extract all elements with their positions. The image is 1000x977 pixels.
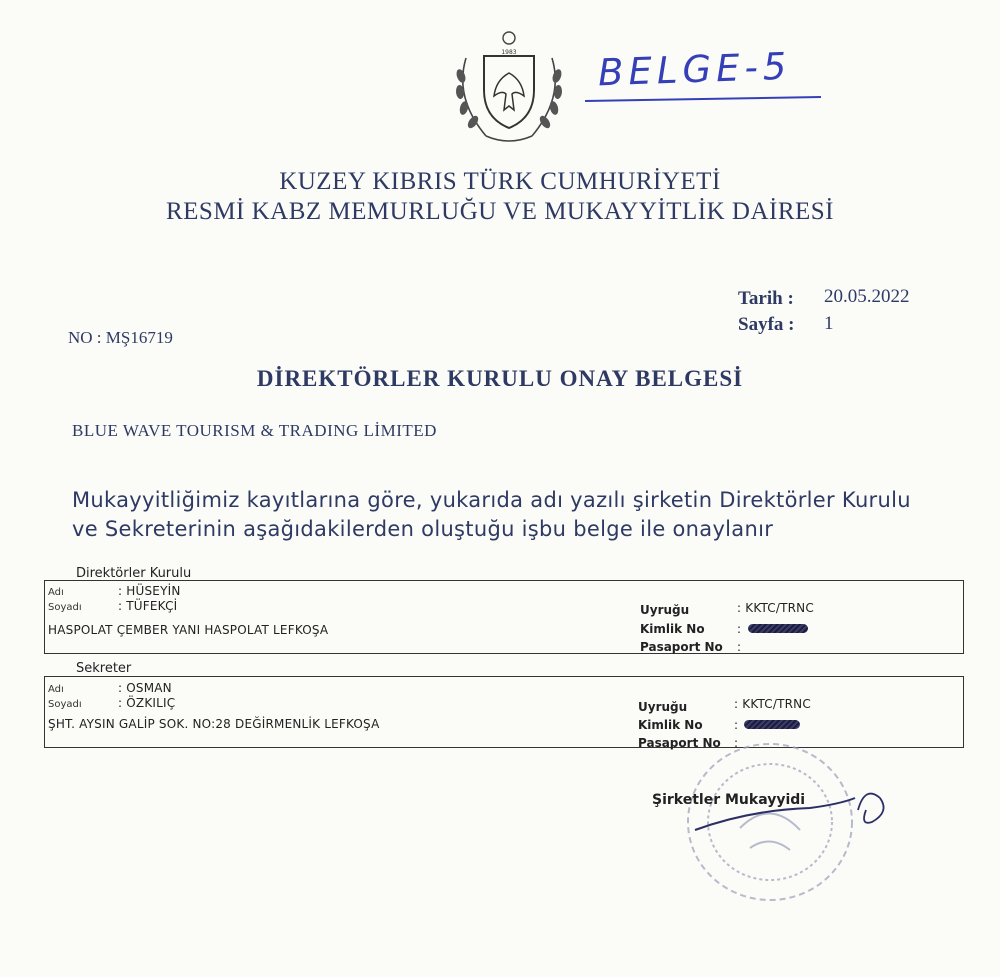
secretary-nationality: : KKTC/TRNC: [734, 697, 811, 711]
secretary-address: ŞHT. AYSIN GALİP SOK. NO:28 DEĞİRMENLİK LEFKOŞA: [48, 717, 380, 731]
handwritten-note: BELGE-5: [597, 44, 793, 95]
document-title: DİREKTÖRLER KURULU ONAY BELGESİ: [256, 366, 744, 391]
header-department: RESMİ KABZ MEMURLUĞU VE MUKAYYİTLİK DAİRESİ: [165, 198, 835, 225]
director-name: : HÜSEYİN: [118, 584, 181, 598]
signer-title: Şirketler Mukayyidi: [652, 792, 806, 808]
director-surname: : TÜFEKÇİ: [118, 599, 178, 613]
redaction-scribble: [744, 720, 800, 729]
director-surname-label: Soyadı: [48, 602, 82, 613]
emblem-year: 1983: [501, 49, 517, 56]
handwritten-underline: [585, 96, 821, 102]
director-address: HASPOLAT ÇEMBER YANI HASPOLAT LEFKOŞA: [48, 623, 329, 637]
director-id-colon: :: [737, 622, 742, 636]
date-label: Tarih :: [738, 288, 794, 309]
secretary-surname: : ÖZKILIÇ: [118, 696, 176, 710]
page-value: 1: [824, 313, 834, 334]
secretary-passport-colon: :: [734, 736, 739, 750]
director-nationality: : KKTC/TRNC: [737, 601, 814, 615]
certification-paragraph: Mukayyitliğimiz kayıtlarına göre, yukarıda adı yazılı şirketin Direktörler Kurulu ve Sekreterinin aşağıdakilerden oluştuğu işbu belge ile onaylanır: [72, 488, 911, 541]
secretary-id-label: Kimlik No: [638, 718, 703, 732]
secretary-passport-label: Pasaport No: [638, 736, 721, 750]
secretary-name-label: Adı: [48, 684, 64, 695]
secretary-nationality-label: Uyruğu: [638, 700, 688, 714]
date-value: 20.05.2022: [824, 286, 910, 307]
document-number: NO : MŞ16719: [68, 328, 173, 347]
secretary-id-colon: :: [734, 718, 739, 732]
handwritten-signature: [690, 780, 900, 840]
page-label: Sayfa :: [738, 314, 795, 335]
secretary-surname-label: Soyadı: [48, 699, 82, 710]
secretary-name: : OSMAN: [118, 681, 172, 695]
company-name: BLUE WAVE TOURISM & TRADING LİMITED: [72, 421, 437, 440]
state-emblem: [446, 28, 572, 150]
secretary-heading: Sekreter: [76, 661, 132, 676]
director-passport-colon: :: [737, 640, 742, 654]
director-passport-label: Pasaport No: [640, 640, 723, 654]
directors-box: [44, 580, 964, 654]
header-republic: KUZEY KIBRIS TÜRK CUMHURİYETİ: [279, 168, 721, 195]
director-nationality-label: Uyruğu: [640, 603, 690, 617]
director-name-label: Adı: [48, 587, 64, 598]
directors-heading: Direktörler Kurulu: [76, 566, 192, 581]
director-id-label: Kimlik No: [640, 622, 705, 636]
redaction-scribble: [748, 624, 808, 633]
